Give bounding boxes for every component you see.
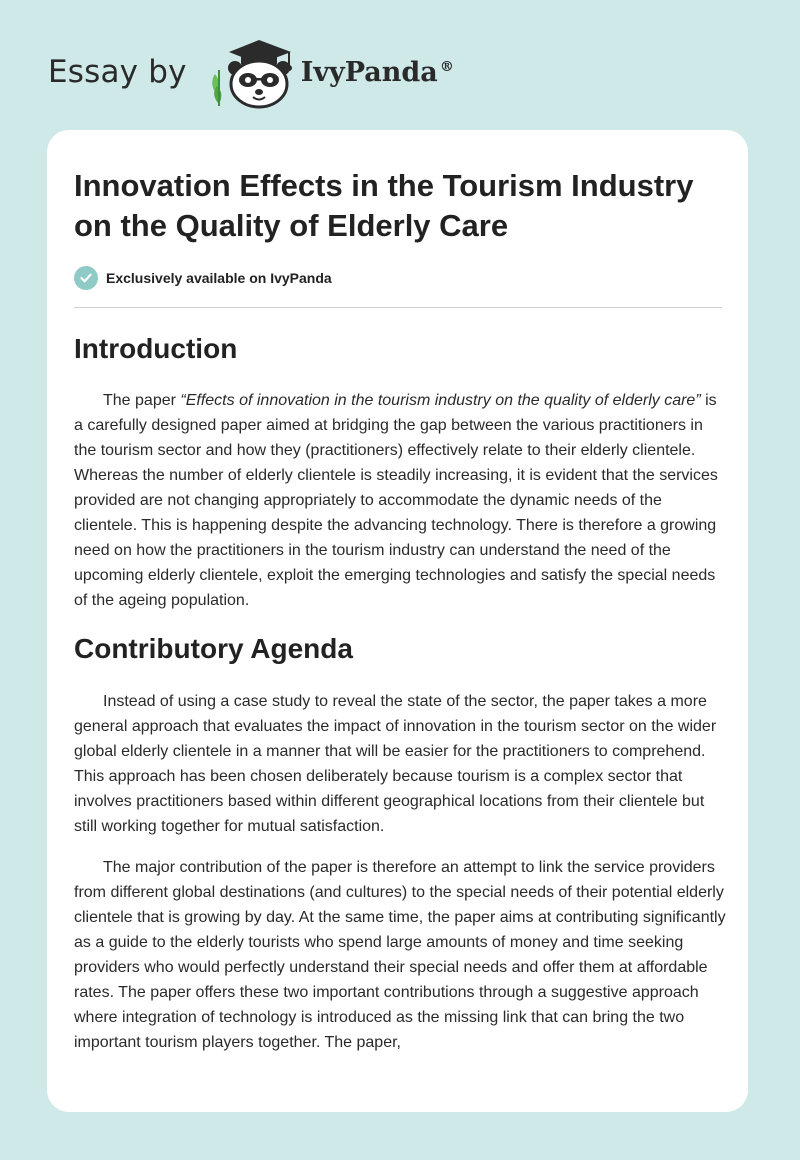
panda-graduate-icon[interactable]: [205, 34, 297, 110]
exclusive-badge-text: Exclusively available on IvyPanda: [106, 270, 332, 286]
divider: [74, 307, 722, 308]
article-title: Innovation Effects in the Tourism Industry on the Quality of Elderly Care: [74, 168, 694, 243]
exclusive-badge: [74, 266, 722, 290]
paper-title-italic: “Effects of innovation in the tourism industry on the quality of elderly care”: [180, 392, 701, 409]
essay-by-label: Essay by: [48, 54, 187, 90]
registered-mark: ®: [439, 58, 454, 75]
intro-paragraph: The paper “Effects of innovation in the tourism industry on the quality of elderly care” is a carefully designed paper aimed at bridging the gap between the various practitioners in the tourism sector and how they (practitioners) effectively relate to their elderly clientele. Whereas the number of elderly clientele is steadily increasing, it is evident that the services provided are not changing appropriately to accommodate the dynamic needs of the clientele. This is happening despite the advancing technology. There is therefore a growing need on how the practitioners in the tourism industry can understand the need of the upcoming elderly clientele, exploit the emerging technologies and satisfy the special needs of the ageing population.: [74, 392, 718, 609]
agenda-paragraph-1: Instead of using a case study to reveal the state of the sector, the paper takes a more general approach that evaluates the impact of innovation in the tourism sector on the wider global elderly clientele in a manner that will be easier for the practitioners to comprehend. This approach has been chosen deliberately because tourism is a complex sector that involves practitioners based within different geographical locations from their clientele but still working together for mutual satisfaction.: [74, 693, 717, 835]
article-card: [47, 130, 748, 1112]
brand-name[interactable]: IvyPanda ®: [300, 56, 454, 88]
section-heading-contributory-agenda: Contributory Agenda: [74, 633, 353, 664]
site-header: [48, 34, 454, 110]
section-heading-introduction: Introduction: [74, 333, 238, 364]
agenda-paragraph-2: The major contribution of the paper is therefore an attempt to link the service providers from different global destinations (and cultures) to the special needs of their potential elderly clientele that is growing by day. At the same time, the paper aims at contributing significantly as a guide to the elderly tourists who spend large amounts of money and time seeking providers who would perfectly understand their special needs and offer them at affordable rates. The paper offers these two important contributions through a suggestive approach where integration of technology is introduced as the missing link that can bring the two important tourism players together. The paper,: [74, 859, 726, 1051]
check-circle-icon: [74, 266, 98, 290]
